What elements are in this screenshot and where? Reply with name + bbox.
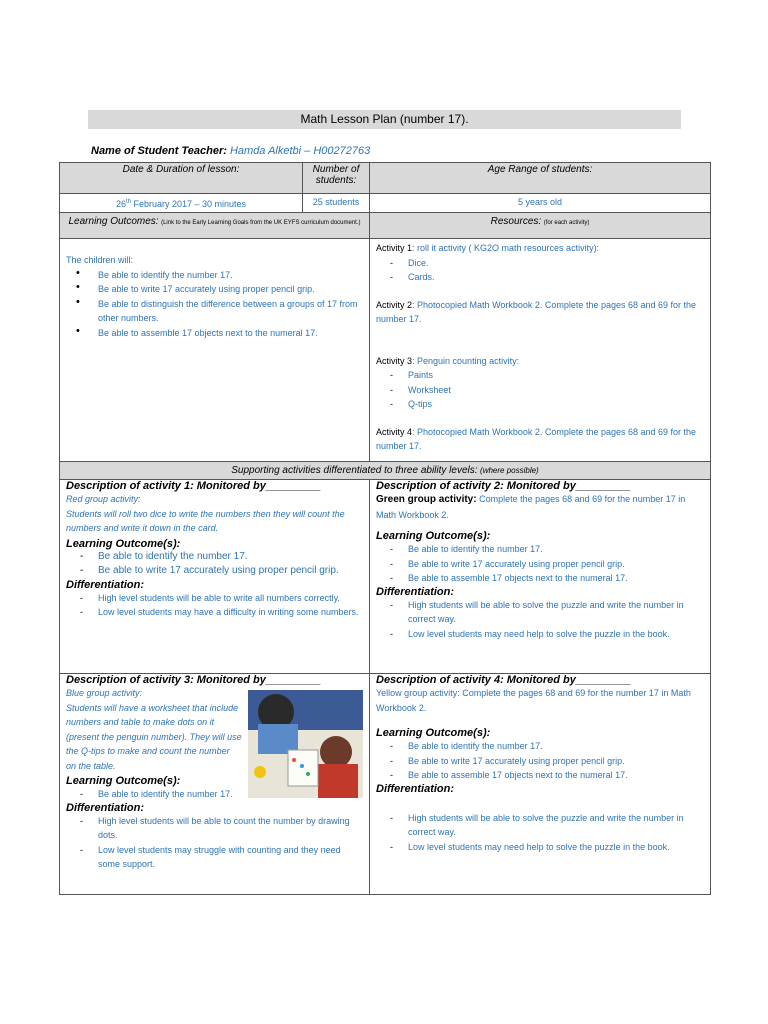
list-item: - Low level students may need help to solve the puzzle in the book.	[376, 840, 704, 855]
learning-outcomes-header: Learning Outcomes: (Link to the Early Learning Goals from the UK EYFS curriculum document.)	[60, 213, 370, 239]
list-item: - Be able to write 17 accurately using proper pencil grip.	[376, 754, 704, 769]
activity-1-resources: Activity 1: roll it activity ( KG2O math resources activity):	[376, 243, 600, 253]
list-item: - Q-tips	[376, 397, 704, 412]
activity-1-group: Red group activity:	[66, 494, 141, 504]
activity-3-description: Students will have a worksheet that include numbers and table to make dots on it (present the penguin number). They will use the Q-tips to make and count the number on the table.	[66, 702, 242, 771]
activity-1-cell	[60, 480, 370, 674]
list-item: - Paints	[376, 368, 704, 383]
resources-header: Resources: (for each activity)	[370, 213, 711, 239]
activity-3-differentiation-label: Differentiation:	[66, 801, 145, 814]
activity-3-cell	[60, 674, 370, 895]
activity-4-heading: Description of activity 4: Monitored by_________	[376, 674, 631, 686]
list-item: • Be able to write 17 accurately using proper pencil grip.	[66, 282, 363, 297]
activity-3-heading: Description of activity 3: Monitored by_________	[66, 674, 321, 686]
activity-1-differentiation-label: Differentiation:	[66, 578, 145, 591]
resources-cell	[370, 239, 711, 462]
activity-1-heading: Description of activity 1: Monitored by_________	[66, 480, 321, 492]
activity-2-heading: Description of activity 2: Monitored by_________	[376, 480, 631, 492]
activity-2-resources: Activity 2: Photocopied Math Workbook 2. Complete the pages 68 and 69 for the number 17.	[376, 299, 697, 324]
lesson-plan-table	[59, 162, 711, 895]
activity-3-resources: Activity 3: Penguin counting activity:	[376, 355, 520, 366]
classroom-photo	[248, 690, 363, 798]
list-item: - Be able to assemble 17 objects next to the numeral 17.	[376, 571, 704, 586]
activity-2-outcomes-label: Learning Outcome(s):	[376, 530, 491, 542]
age-value: 5 years old	[370, 194, 711, 213]
list-item: - Low level students may have a difficulty in writing some numbers.	[66, 605, 363, 620]
activity-3-group: Blue group activity:	[66, 688, 143, 698]
list-item: - Be able to identify the number 17.	[376, 542, 704, 557]
age-range-header: Age Range of students:	[370, 163, 711, 194]
list-item: - Dice.	[376, 256, 704, 271]
activity-2-differentiation-label: Differentiation:	[376, 585, 455, 598]
activity-2-cell	[370, 480, 711, 674]
activity-4-outcomes-label: Learning Outcome(s):	[376, 727, 491, 739]
activity-4-cell	[370, 674, 711, 895]
list-item: • Be able to distinguish the difference between a groups of 17 from other numbers.	[66, 297, 363, 326]
supporting-activities-header: Supporting activities differentiated to three ability levels: (where possible)	[60, 462, 711, 480]
list-item: - Be able to identify the number 17.	[376, 739, 704, 754]
list-item: • Be able to assemble 17 objects next to the numeral 17.	[66, 326, 363, 341]
list-item: - Be able to identify the number 17.	[66, 550, 363, 565]
list-item: - Worksheet	[376, 383, 704, 398]
list-item: - Be able to write 17 accurately using proper pencil grip.	[66, 564, 363, 579]
teacher-label: Name of Student Teacher:	[91, 145, 227, 157]
activity-1-description: Students will roll two dice to write the numbers then they will count the numbers and write it down in the card.	[66, 508, 345, 533]
learning-outcomes-cell	[60, 239, 370, 462]
teacher-line	[91, 145, 370, 157]
activity-2-description: Green group activity: Complete the pages 68 and 69 for the number 17 in Math Workbook 2.	[376, 494, 686, 520]
activity-1-outcomes-label: Learning Outcome(s):	[66, 537, 181, 550]
date-value: 26th February 2017 – 30 minutes	[60, 194, 303, 213]
list-item: - High students will be able to solve the puzzle and write the number in correct way.	[376, 598, 704, 627]
list-item: - Cards.	[376, 270, 704, 285]
list-item: - Be able to write 17 accurately using proper pencil grip.	[376, 557, 704, 572]
list-item: - High level students will be able to count the number by drawing dots.	[66, 814, 363, 843]
list-item: - Low level students may struggle with counting and they need some support.	[66, 843, 363, 872]
activity-4-resources: Activity 4: Photocopied Math Workbook 2. Complete the pages 68 and 69 for the number 17.	[376, 426, 697, 451]
outcomes-list	[66, 268, 363, 341]
list-item: • Be able to identify the number 17.	[66, 268, 363, 283]
list-item: - Low level students may need help to solve the puzzle in the book.	[376, 627, 704, 642]
activity-4-description: Yellow group activity: Complete the pages 68 and 69 for the number 17 in Math Workbook 2.	[376, 688, 691, 713]
list-item: - High level students will be able to write all numbers correctly.	[66, 591, 363, 606]
list-item: - Be able to assemble 17 objects next to the numeral 17.	[376, 768, 704, 783]
activity-4-differentiation-label: Differentiation:	[376, 782, 455, 795]
number-value: 25 students	[303, 194, 370, 213]
outcomes-intro: The children will:	[66, 255, 134, 265]
teacher-name: Hamda Alketbi – H00272763	[229, 145, 371, 157]
page-title: Math Lesson Plan (number 17).	[88, 110, 681, 129]
list-item: - Be able to identify the number 17.	[66, 787, 363, 802]
activity-3-outcomes-label: Learning Outcome(s):	[66, 775, 181, 787]
number-students-header: Number of students:	[303, 163, 370, 194]
list-item: - High students will be able to solve the puzzle and write the number in correct way.	[376, 811, 704, 840]
date-duration-header: Date & Duration of lesson:	[60, 163, 303, 194]
